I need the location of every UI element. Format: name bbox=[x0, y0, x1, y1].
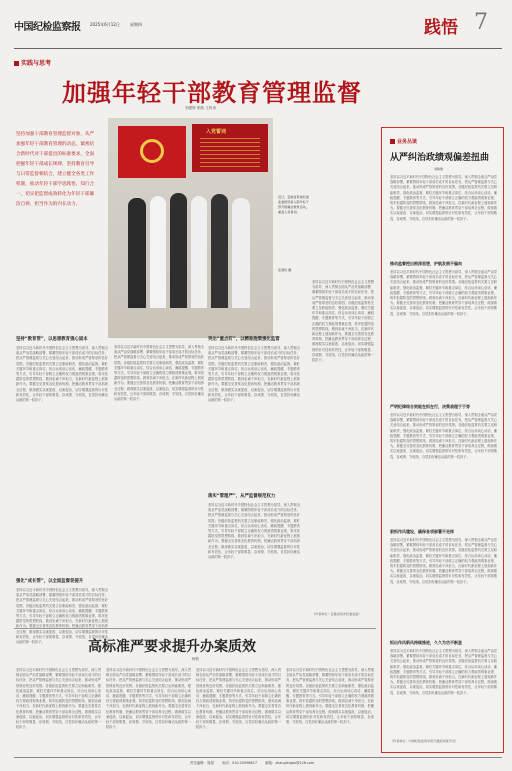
news-photo bbox=[108, 118, 273, 338]
masthead-rule bbox=[14, 48, 502, 49]
side-column-label bbox=[390, 138, 417, 145]
col3-text-b: 坚持以习近平新时代中国特色社会主义思想为指导，深入贯彻全面从严治党战略部署，紧紧围绕年轻干部成长成才的目标任务，把从严管理监督与关心关爱结合起来，推动形成严管厚爱的良好氛围。各级纪检监察机关要立足职能职责，强化政治监督，紧盯关键环节和重点岗位，综合运用谈心谈话、廉政提醒、专题教育等方式，引导年轻干部树立正确的权力观政绩观事业观，筑牢拒腐防变的思想防线，做到忠诚干净担当，在新时代新征程上展现新作为。要健全完善常态化教育机制，把廉洁教育贯穿干部培养全过程，做深做实以案促改、以案促治，切实增强监督的针对性和有效性，让年轻干部知敬畏、存戒惧、守底线，自觉扣好廉洁从政的第一粒扣子。 bbox=[208, 503, 300, 560]
second-byline: 杨锐 bbox=[192, 657, 199, 661]
lede: 坚持加强干部教育管理监督对象，从严加强年轻干部教育管理的动态，紧密结合新时代对干部提出的标准要求，全面把握年轻干部成长规律，坚持教育引导与日常监督相结合，建立健全各类工作机制，推动年轻干部学思践悟、知行合一，切实把监督成效转化为年轻干部廉洁自律、担当作为的内在动力。 bbox=[16, 132, 95, 207]
second-col2: 坚持以习近平新时代中国特色社会主义思想为指导，深入贯彻全面从严治党战略部署，紧紧围绕年轻干部成长成才的目标任务，把从严管理监督与关心关爱结合起来，推动形成严管厚爱的良好氛围。各级纪检监察机关要立足职能职责，强化政治监督，紧盯关键环节和重点岗位，综合运用谈心谈话、廉政提醒、专题教育等方式，引导年轻干部树立正确的权力观政绩观事业观，筑牢拒腐防变的思想防线，做到忠诚干净担当，在新时代新征程上展现新作为。要健全完善常态化教育机制，把廉洁教育贯穿干部培养全过程，做深做实以案促改、以案促治，切实增强监督的针对性和有效性，让年轻干部知敬畏、存戒惧、守底线，自觉扣好廉洁从政的第一粒扣子。 bbox=[106, 668, 191, 730]
col2-text: 坚持以习近平新时代中国特色社会主义思想为指导，深入贯彻全面从严治党战略部署，紧紧围绕年轻干部成长成才的目标任务，把从严管理监督与关心关爱结合起来，推动形成严管厚爱的良好氛围。各级纪检监察机关要立足职能职责，强化政治监督，紧盯关键环节和重点岗位，综合运用谈心谈话、廉政提醒、专题教育等方式，引导年轻干部树立正确的权力观政绩观事业观，筑牢拒腐防变的思想防线，做到忠诚干净担当，在新时代新征程上展现新作为。要健全完善常态化教育机制，把廉洁教育贯穿干部培养全过程，做深做实以案促改、以案促治，切实增强监督的针对性和有效性，让年轻干部知敬畏、存戒惧、守底线，自觉扣好廉洁从政的第一粒扣子。 bbox=[114, 345, 204, 402]
sec2-title-text: 突出“重点盯”，以精准施策强化监管 bbox=[208, 337, 280, 342]
footer-rule bbox=[14, 757, 502, 758]
issue-date: 2025年6月12日 bbox=[90, 22, 120, 27]
side-sub2: 严明纪律综合效能在抓在行，决策战理于于旁 bbox=[390, 404, 470, 409]
sec4-title bbox=[16, 578, 111, 584]
main-headline: 加强年轻干部教育管理监督 bbox=[62, 78, 362, 107]
oath-board-title: 入党誓词 bbox=[206, 129, 227, 135]
sec3-title-text: 落实“管理严”，从严监督规范权力 bbox=[208, 494, 276, 499]
section-divider bbox=[14, 628, 376, 629]
oath-board bbox=[192, 124, 268, 172]
side-text-5: 坚持以习近平新时代中国特色社会主义思想为指导，深入贯彻全面从严治党战略部署，紧紧围绕年轻干部成长成才的目标任务，把从严管理监督与关心关爱结合起来，推动形成严管厚爱的良好氛围。各级纪检监察机关要立足职能职责，强化政治监督，紧盯关键环节和重点岗位，综合运用谈心谈话、廉政提醒、专题教育等方式，引导年轻干部树立正确的权力观政绩观事业观，筑牢拒腐防变的思想防线，做到忠诚干净担当，在新时代新征程上展现新作为。要健全完善常态化教育机制，把廉洁教育贯穿干部培养全过程，做深做实以案促改、以案促治，切实增强监督的针对性和有效性，让年轻干部知敬畏、存戒惧、守底线，自觉扣好廉洁从政的第一粒扣子。 bbox=[390, 649, 497, 695]
sec3-title bbox=[208, 493, 303, 499]
side-text-4: 坚持以习近平新时代中国特色社会主义思想为指导，深入贯彻全面从严治党战略部署，紧紧围绕年轻干部成长成才的目标任务，把从严管理监督与关心关爱结合起来，推动形成严管厚爱的良好氛围。各级纪检监察机关要立足职能职责，强化政治监督，紧盯关键环节和重点岗位，综合运用谈心谈话、廉政提醒、专题教育等方式，引导年轻干部树立正确的权力观政绩观事业观，筑牢拒腐防变的思想防线，做到忠诚干净担当，在新时代新征程上展现新作为。要健全完善常态化教育机制，把廉洁教育贯穿干部培养全过程，做深做实以案促改、以案促治，切实增强监督的针对性和有效性，让年轻干部知敬畏、存戒惧、守底线，自觉扣好廉洁从政的第一粒扣子。 bbox=[390, 538, 497, 584]
side-column-text: 业务丛谈 bbox=[397, 139, 418, 145]
side-marker-icon bbox=[390, 139, 395, 144]
people-group bbox=[122, 188, 262, 338]
second-col4: 坚持以习近平新时代中国特色社会主义思想为指导，深入贯彻全面从严治党战略部署，紧紧围绕年轻干部成长成才的目标任务，把从严管理监督与关心关爱结合起来，推动形成严管厚爱的良好氛围。各级纪检监察机关要立足职能职责，强化政治监督，紧盯关键环节和重点岗位，综合运用谈心谈话、廉政提醒、专题教育等方式，引导年轻干部树立正确的权力观政绩观事业观，筑牢拒腐防变的思想防线，做到忠诚干净担当，在新时代新征程上展现新作为。要健全完善常态化教育机制，把廉洁教育贯穿干部培养全过程，做深做实以案促改、以案促治，切实增强监督的针对性和有效性，让年轻干部知敬畏、存戒惧、守底线，自觉扣好廉洁从政的第一粒扣子。 bbox=[286, 668, 374, 725]
side-sub4: 抓出作风新风持续推进，久久为功不断显 bbox=[390, 640, 462, 645]
second-col3: 坚持以习近平新时代中国特色社会主义思想为指导，深入贯彻全面从严治党战略部署，紧紧围绕年轻干部成长成才的目标任务，把从严管理监督与关心关爱结合起来，推动形成严管厚爱的良好氛围。各级纪检监察机关要立足职能职责，强化政治监督，紧盯关键环节和重点岗位，综合运用谈心谈话、廉政提醒、专题教育等方式，引导年轻干部树立正确的权力观政绩观事业观，筑牢拒腐防变的思想防线，做到忠诚干净担当，在新时代新征程上展现新作为。要健全完善常态化教育机制，把廉洁教育贯穿干部培养全过程，做深做实以案促改、以案促治，切实增强监督的针对性和有效性，让年轻干部知敬畏、存戒惧、守底线，自觉扣好廉洁从政的第一粒扣子。 bbox=[196, 668, 281, 730]
party-emblem-icon bbox=[140, 139, 164, 163]
col1-text-b: 坚持以习近平新时代中国特色社会主义思想为指导，深入贯彻全面从严治党战略部署，紧紧围绕年轻干部成长成才的目标任务，把从严管理监督与关心关爱结合起来，推动形成严管厚爱的良好氛围。各级纪检监察机关要立足职能职责，强化政治监督，紧盯关键环节和重点岗位，综合运用谈心谈话、廉政提醒、专题教育等方式，引导年轻干部树立正确的权力观政绩观事业观，筑牢拒腐防变的思想防线，做到忠诚干净担当，在新时代新征程上展现新作为。要健全完善常态化教育机制，把廉洁教育贯穿干部培养全过程，做深做实以案促改、以案促治，切实增强监督的针对性和有效性，让年轻干部知敬畏、存戒惧、守底线，自觉扣好廉洁从政的第一粒扣子。 bbox=[16, 588, 108, 645]
section-name: 践悟 bbox=[424, 18, 458, 38]
side-article bbox=[381, 127, 504, 753]
col4-text: 坚持以习近平新时代中国特色社会主义思想为指导，深入贯彻全面从严治党战略部署，紧紧围绕年轻干部成长成才的目标任务，把从严管理监督与关心关爱结合起来，推动形成严管厚爱的良好氛围。各级纪检监察机关要立足职能职责，强化政治监督，紧盯关键环节和重点岗位，综合运用谈心谈话、廉政提醒、专题教育等方式，引导年轻干部树立正确的权力观政绩观事业观，筑牢拒腐防变的思想防线，做到忠诚干净担当，在新时代新征程上展现新作为。要健全完善常态化教育机制，把廉洁教育贯穿干部培养全过程，做深做实以案促改、以案促治，切实增强监督的针对性和有效性，让年轻干部知敬畏、存戒惧、守底线，自觉扣好廉洁从政的第一粒扣子。 bbox=[312, 280, 374, 363]
main-byline: 刘建婷 张皓 王传寿 bbox=[185, 106, 217, 110]
sec1-title-text: 坚持“教育帮”，以思想教育强心固本 bbox=[16, 337, 88, 342]
footer-editor: 责任编辑：周超 bbox=[190, 761, 214, 765]
issue-weekday: 星期四 bbox=[130, 22, 142, 27]
party-flag bbox=[118, 126, 186, 178]
photo-caption: 近日，安徽省某地纪委监委组织新入职年轻干部开展廉洁教育活动，重温入党誓词。 bbox=[278, 195, 309, 214]
side-headline: 从严纠治政绩观偏差扭曲 bbox=[390, 153, 490, 163]
footer bbox=[190, 760, 314, 765]
main-note: （作者单位：安徽省某市纪委监委） bbox=[312, 612, 362, 616]
side-sub3: 狠抓作风建设，确保各项部署不走样 bbox=[390, 529, 454, 534]
oath-board-lines bbox=[200, 138, 260, 168]
sec2-title bbox=[208, 336, 303, 342]
footer-email: 邮箱：zhanglingbo@126.com bbox=[265, 761, 315, 765]
page-number: 7 bbox=[474, 10, 488, 35]
paper-name: 中国纪检监察报 bbox=[14, 22, 81, 33]
second-headline: 高标准严要求提升办案质效 bbox=[88, 639, 256, 655]
side-note: （作者单位：中国纪检监察学院专题培训班学员） bbox=[390, 739, 459, 743]
footer-phone: 电话：010-25598817 bbox=[221, 761, 258, 765]
photo-credit: 张德恒 摄 bbox=[278, 268, 292, 272]
sec4-title-text: 强化“成长帮”，以全面监督促提升 bbox=[16, 579, 84, 584]
side-text-3: 坚持以习近平新时代中国特色社会主义思想为指导，深入贯彻全面从严治党战略部署，紧紧围绕年轻干部成长成才的目标任务，把从严管理监督与关心关爱结合起来，推动形成严管厚爱的良好氛围。各级纪检监察机关要立足职能职责，强化政治监督，紧盯关键环节和重点岗位，综合运用谈心谈话、廉政提醒、专题教育等方式，引导年轻干部树立正确的权力观政绩观事业观，筑牢拒腐防变的思想防线，做到忠诚干净担当，在新时代新征程上展现新作为。要健全完善常态化教育机制，把廉洁教育贯穿干部培养全过程，做深做实以案促改、以案促治，切实增强监督的针对性和有效性，让年轻干部知敬畏、存戒惧、守底线，自觉扣好廉洁从政的第一粒扣子。 bbox=[390, 413, 497, 459]
column-label-text: 实践与思考 bbox=[21, 60, 52, 67]
column-label bbox=[14, 58, 51, 67]
col1-text-a: 坚持以习近平新时代中国特色社会主义思想为指导，深入贯彻全面从严治党战略部署，紧紧围绕年轻干部成长成才的目标任务，把从严管理监督与关心关爱结合起来，推动形成严管厚爱的良好氛围。各级纪检监察机关要立足职能职责，强化政治监督，紧盯关键环节和重点岗位，综合运用谈心谈话、廉政提醒、专题教育等方式，引导年轻干部树立正确的权力观政绩观事业观，筑牢拒腐防变的思想防线，做到忠诚干净担当，在新时代新征程上展现新作为。要健全完善常态化教育机制，把廉洁教育贯穿干部培养全过程，做深做实以案促改、以案促治，切实增强监督的针对性和有效性，让年轻干部知敬畏、存戒惧、守底线，自觉扣好廉洁从政的第一粒扣子。 bbox=[16, 346, 108, 403]
side-byline: 刘敏健 bbox=[434, 167, 444, 171]
second-col1: 坚持以习近平新时代中国特色社会主义思想为指导，深入贯彻全面从严治党战略部署，紧紧围绕年轻干部成长成才的目标任务，把从严管理监督与关心关爱结合起来，推动形成严管厚爱的良好氛围。各级纪检监察机关要立足职能职责，强化政治监督，紧盯关键环节和重点岗位，综合运用谈心谈话、廉政提醒、专题教育等方式，引导年轻干部树立正确的权力观政绩观事业观，筑牢拒腐防变的思想防线，做到忠诚干净担当，在新时代新征程上展现新作为。要健全完善常态化教育机制，把廉洁教育贯穿干部培养全过程，做深做实以案促改、以案促治，切实增强监督的针对性和有效性，让年轻干部知敬畏、存戒惧、守底线，自觉扣好廉洁从政的第一粒扣子。 bbox=[16, 668, 101, 730]
col3-text: 坚持以习近平新时代中国特色社会主义思想为指导，深入贯彻全面从严治党战略部署，紧紧围绕年轻干部成长成才的目标任务，把从严管理监督与关心关爱结合起来，推动形成严管厚爱的良好氛围。各级纪检监察机关要立足职能职责，强化政治监督，紧盯关键环节和重点岗位，综合运用谈心谈话、廉政提醒、专题教育等方式，引导年轻干部树立正确的权力观政绩观事业观，筑牢拒腐防变的思想防线，做到忠诚干净担当，在新时代新征程上展现新作为。要健全完善常态化教育机制，把廉洁教育贯穿干部培养全过程，做深做实以案促改、以案促治，切实增强监督的针对性和有效性，让年轻干部知敬畏、存戒惧、守底线，自觉扣好廉洁从政的第一粒扣子。 bbox=[208, 346, 300, 403]
side-text-1: 坚持以习近平新时代中国特色社会主义思想为指导，深入贯彻全面从严治党战略部署，紧紧围绕年轻干部成长成才的目标任务，把从严管理监督与关心关爱结合起来，推动形成严管厚爱的良好氛围。各级纪检监察机关要立足职能职责，强化政治监督，紧盯关键环节和重点岗位，综合运用谈心谈话、廉政提醒、专题教育等方式，引导年轻干部树立正确的权力观政绩观事业观，筑牢拒腐防变的思想防线，做到忠诚干净担当，在新时代新征程上展现新作为。要健全完善常态化教育机制，把廉洁教育贯穿干部培养全过程，做深做实以案促改、以案促治，切实增强监督的针对性和有效性，让年轻干部知敬畏、存戒惧、守底线，自觉扣好廉洁从政的第一粒扣子。 bbox=[390, 175, 497, 221]
masthead bbox=[14, 10, 502, 50]
side-text-2: 坚持以习近平新时代中国特色社会主义思想为指导，深入贯彻全面从严治党战略部署，紧紧围绕年轻干部成长成才的目标任务，把从严管理监督与关心关爱结合起来，推动形成严管厚爱的良好氛围。各级纪检监察机关要立足职能职责，强化政治监督，紧盯关键环节和重点岗位，综合运用谈心谈话、廉政提醒、专题教育等方式，引导年轻干部树立正确的权力观政绩观事业观，筑牢拒腐防变的思想防线，做到忠诚干净担当，在新时代新征程上展现新作为。要健全完善常态化教育机制，把廉洁教育贯穿干部培养全过程，做深做实以案促改、以案促治，切实增强监督的针对性和有效性，让年轻干部知敬畏、存戒惧、守底线，自觉扣好廉洁从政的第一粒扣子。 bbox=[390, 270, 497, 316]
column-marker-icon bbox=[14, 61, 19, 66]
side-sub1: 推动监督挖出根深思想，护航发展不偏向 bbox=[390, 261, 462, 266]
sec1-title bbox=[16, 336, 111, 342]
